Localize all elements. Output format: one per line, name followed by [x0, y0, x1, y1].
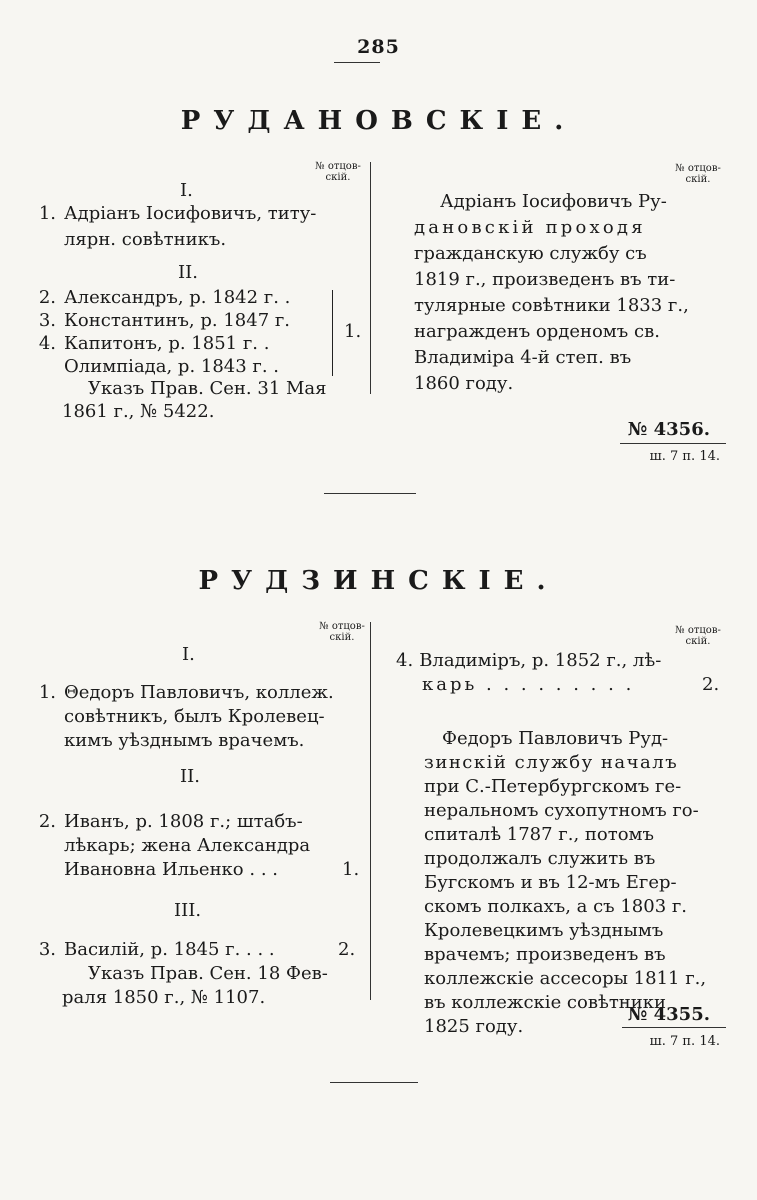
- s1-entry1-line1: Адріанъ Іосифовичъ, титу-: [64, 203, 317, 224]
- s2-entry2-num: 2.: [38, 811, 56, 832]
- s2-entry2-ref: 1.: [342, 859, 360, 880]
- s1-item-4: [32, 332, 269, 356]
- s2-entry1-line1: [32, 681, 334, 705]
- s1-item-2-num: 2.: [38, 287, 56, 308]
- s2-bio-line5: спиталѣ 1787 г., потомъ: [424, 824, 654, 845]
- s1-bio-line3: гражданскую службу съ: [414, 243, 647, 264]
- s2-bio-line7: Бугскомъ и въ 12-мъ Егер-: [424, 872, 677, 893]
- s1-item-2: [32, 286, 290, 310]
- page-number: 285: [357, 36, 400, 58]
- s2-entry4-num: 4.: [396, 650, 414, 671]
- s1-bio-line2: дановскій проходя: [414, 217, 646, 238]
- s2-entry4-line1: [396, 649, 661, 673]
- s1-decree-line2: 1861 г., № 5422.: [62, 401, 215, 422]
- s2-right-col-label: № отцов-скій.: [675, 625, 721, 647]
- s2-entry3: [32, 938, 275, 962]
- s1-column-divider: [370, 162, 371, 394]
- s2-bio-line2: зинскій службу началъ: [424, 752, 679, 773]
- s1-entry1: [32, 202, 316, 226]
- s1-item-4-num: 4.: [38, 333, 56, 354]
- s2-bio-line13: 1825 году.: [424, 1016, 524, 1037]
- s1-doc-number: № 4356.: [627, 419, 710, 440]
- s1-item-3-text: Константинъ, р. 1847 г.: [64, 310, 291, 331]
- s2-gen1-numeral: I.: [182, 644, 195, 665]
- s2-entry4-text1: Владиміръ, р. 1852 г., лѣ-: [419, 650, 662, 671]
- s2-column-divider: [370, 622, 371, 1000]
- s2-bio-line1: Федоръ Павловичъ Руд-: [442, 728, 669, 749]
- s2-bio-line9: Кролевецкимъ уѣзднымъ: [424, 920, 664, 941]
- s2-entry2-line2: лѣкарь; жена Александра: [64, 835, 311, 856]
- s2-entry1-line2: совѣтникъ, былъ Кролевец-: [64, 706, 325, 727]
- s2-bio-line8: скомъ полкахъ, а съ 1803 г.: [424, 896, 688, 917]
- s2-doc-number: № 4355.: [627, 1004, 710, 1025]
- s1-left-col-label: № отцов-скій.: [315, 161, 361, 183]
- s2-entry4-line2: карь . . . . . . . . .: [422, 674, 635, 695]
- s1-entry1-num: 1.: [38, 203, 56, 224]
- s2-gen3-numeral: III.: [174, 900, 202, 921]
- s2-entry2-line3: Ивановна Ильенко . . .: [64, 859, 278, 880]
- s1-decree-line1: Указъ Прав. Сен. 31 Мая: [88, 378, 327, 399]
- s1-father-ref: 1.: [344, 321, 362, 342]
- s1-bio-line5: тулярные совѣтники 1833 г.,: [414, 295, 689, 316]
- s2-bio-line12: въ коллежскіе совѣтники: [424, 992, 667, 1013]
- s2-entry3-ref: 2.: [338, 939, 356, 960]
- s2-decree-line1: Указъ Прав. Сен. 18 Фев-: [88, 963, 328, 984]
- s2-doc-rule: [622, 1027, 726, 1028]
- s1-shelf: ш. 7 п. 14.: [649, 449, 720, 464]
- s1-item-3-num: 3.: [38, 310, 56, 331]
- s1-bio-line8: 1860 году.: [414, 373, 514, 394]
- s1-brace: [326, 290, 333, 376]
- footer-separator: [330, 1082, 418, 1083]
- s2-bio-line11: коллежскіе ассесоры 1811 г.,: [424, 968, 707, 989]
- s1-item-4-text: Капитонъ, р. 1851 г. .: [64, 333, 270, 354]
- s2-bio-line6: продолжалъ служить въ: [424, 848, 656, 869]
- s2-entry1-num: 1.: [38, 682, 56, 703]
- s1-bio-line4: 1819 г., произведенъ въ ти-: [414, 269, 676, 290]
- s2-gen2-numeral: II.: [180, 766, 200, 787]
- s2-decree-line2: раля 1850 г., № 1107.: [62, 987, 266, 1008]
- s1-item-5-text: Олимпіада, р. 1843 г. .: [64, 356, 280, 377]
- s2-bio-line3: при С.-Петербургскомъ ге-: [424, 776, 682, 797]
- s2-bio-line10: врачемъ; произведенъ въ: [424, 944, 666, 965]
- s1-bio-line1: Адріанъ Іосифовичъ Ру-: [440, 191, 667, 212]
- section1-heading: РУДАНОВСКІЕ.: [180, 106, 577, 136]
- s2-bio-line4: неральномъ сухопутномъ го-: [424, 800, 699, 821]
- s1-doc-rule: [620, 443, 726, 444]
- s2-entry3-num: 3.: [38, 939, 56, 960]
- section-separator: [324, 493, 416, 494]
- s1-gen2-numeral: II.: [178, 262, 198, 283]
- s2-shelf: ш. 7 п. 14.: [649, 1034, 720, 1049]
- s2-entry1-line3: кимъ уѣзднымъ врачемъ.: [64, 730, 305, 751]
- s1-right-col-label: № отцов-скій.: [675, 163, 721, 185]
- s1-item-5: [32, 355, 279, 379]
- s2-left-col-label: № отцов-скій.: [319, 621, 365, 643]
- s1-entry1-cont: лярн. совѣтникъ.: [64, 229, 227, 250]
- s2-entry2-text1: Иванъ, р. 1808 г.; штабъ-: [64, 811, 303, 832]
- page-number-rule: [334, 62, 380, 63]
- s1-item-2-text: Александръ, р. 1842 г. .: [64, 287, 291, 308]
- s2-entry3-text: Василій, р. 1845 г. . . .: [64, 939, 275, 960]
- section2-heading: РУДЗИНСКІЕ.: [198, 566, 559, 596]
- s2-entry4-ref: 2.: [702, 674, 720, 695]
- s2-entry2-line1: [32, 810, 303, 834]
- s1-gen1-numeral: I.: [180, 180, 193, 201]
- s1-item-3: [32, 309, 290, 333]
- s1-bio-line7: Владиміра 4-й степ. въ: [414, 347, 632, 368]
- s1-bio-line6: награжденъ орденомъ св.: [414, 321, 660, 342]
- s2-entry1-text1: Θедоръ Павловичъ, коллеж.: [64, 682, 334, 703]
